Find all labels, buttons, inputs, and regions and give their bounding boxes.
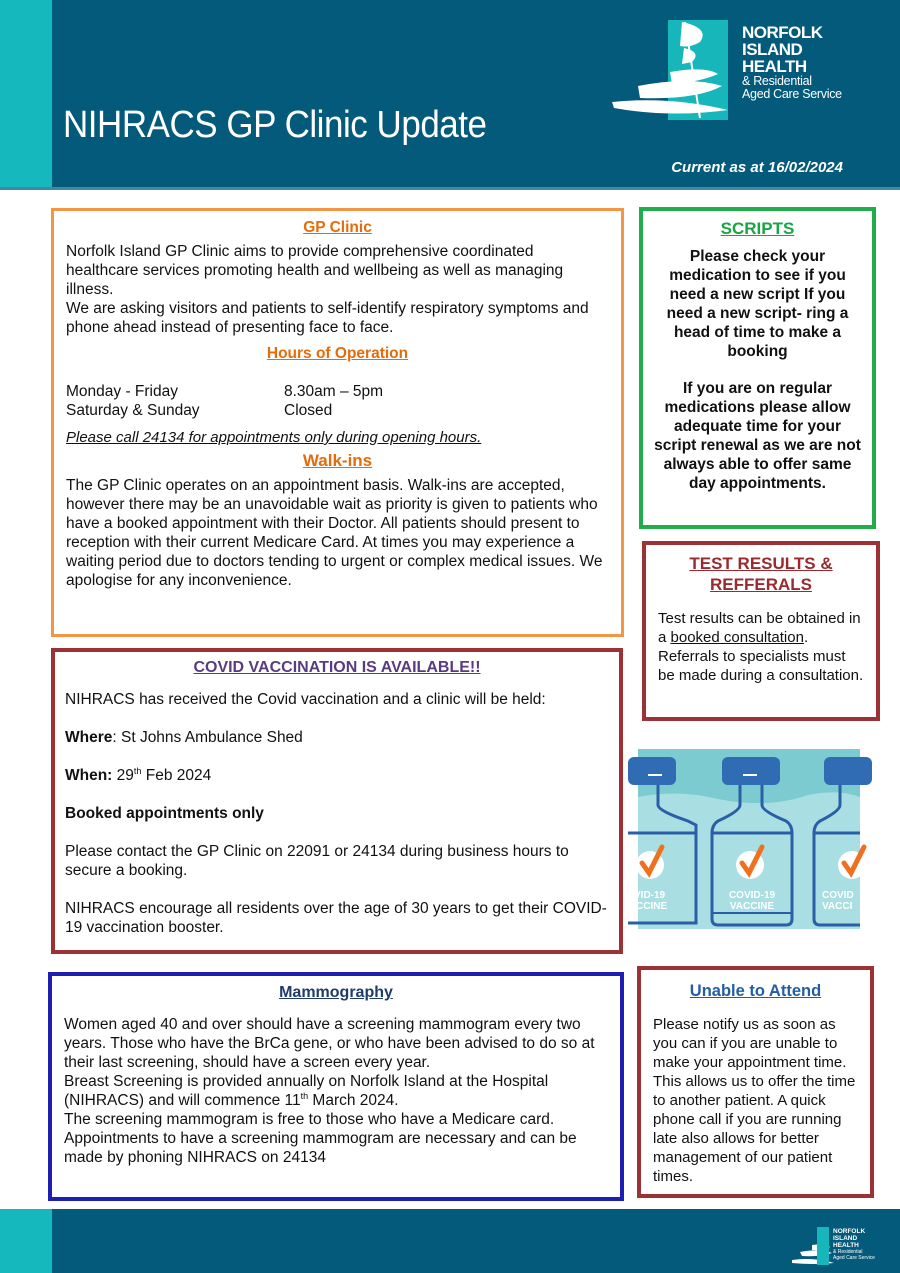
hours-days: Monday - Friday — [66, 383, 178, 400]
hours-of-operation-heading: Hours of Operation — [266, 345, 409, 362]
center-bottle-label-1: COVID-19 — [728, 890, 776, 901]
test-results-section — [642, 541, 880, 721]
unable-to-attend-text: Please notify us as soon as you can if you are unable to make your appointment time. This allows us to offer the time to another patient. A quick phone call if you are running late also allows for better management of our patient times. — [653, 1016, 856, 1185]
unable-to-attend-heading: Unable to Attend — [689, 982, 822, 1000]
scripts-regular-medications: If you are on regular medications please allow adequate time for your script renewal as we are not always able to offer same day appointments. — [654, 380, 861, 492]
covid-vaccination-section — [51, 648, 623, 954]
covid-heading: COVID VACCINATION IS AVAILABLE!! — [193, 659, 481, 676]
page-title: NIHRACS GP Clinic Update — [63, 104, 487, 146]
norfolk-island-health-logo — [610, 18, 850, 122]
current-as-at-date: Current as at 16/02/2024 — [671, 159, 843, 176]
test-results-text: Test results can be obtained in a booked consultation. Referrals to specialists must be made during a consultation. — [658, 610, 864, 684]
logo-wave-icon — [610, 18, 740, 122]
footer-logo-square — [817, 1227, 829, 1265]
header-accent-stripe — [0, 0, 52, 190]
covid-encourage: NIHRACS encourage all residents over the age of 30 years to get their COVID-19 vaccination booster. — [65, 900, 607, 936]
footer-banner — [0, 1209, 900, 1273]
scripts-section — [639, 207, 876, 529]
covid-booked-only: Booked appointments only — [65, 805, 264, 822]
covid-when: When: 29th Feb 2024 — [65, 765, 212, 784]
footer-logo-text: NORFOLK ISLAND HEALTH & Residential Aged Care Service — [833, 1228, 875, 1261]
hours-row — [66, 401, 609, 420]
covid-vaccine-illustration — [634, 749, 860, 929]
mammography-appointments: Appointments to have a screening mammogram are necessary and can be made by phoning NIHRACS on 24134 — [64, 1130, 577, 1166]
walk-ins-heading: Walk-ins — [302, 451, 373, 470]
mammography-heading: Mammography — [279, 984, 393, 1001]
right-bottle-label-2: VACCI — [822, 901, 853, 912]
gp-clinic-intro: Norfolk Island GP Clinic aims to provide comprehensive coordinated healthcare services promoting health and wellbeing as well as managing illness. — [66, 243, 564, 298]
footer-logo — [790, 1225, 880, 1267]
mammography-section — [48, 972, 624, 1201]
covid-intro: NIHRACS has received the Covid vaccination and a clinic will be held: — [65, 691, 546, 708]
vaccine-bottles-icon — [634, 749, 860, 929]
footer-accent-stripe — [0, 1209, 52, 1273]
covid-where: Where: St Johns Ambulance Shed — [65, 729, 303, 746]
header-banner — [0, 0, 900, 190]
mammography-schedule: Breast Screening is provided annually on Norfolk Island at the Hospital (NIHRACS) and will commence 11th March 2024. — [64, 1073, 549, 1109]
scripts-heading: SCRIPTS — [720, 219, 795, 238]
gp-clinic-section — [51, 208, 624, 637]
gp-clinic-heading: GP Clinic — [303, 219, 372, 236]
gp-clinic-respiratory-note: We are asking visitors and patients to self-identify respiratory symptoms and phone ahead instead of presenting face to face. — [66, 300, 589, 336]
left-bottle-label-2: CCINE — [636, 901, 668, 912]
center-bottle-label-2: VACCINE — [729, 901, 775, 912]
right-bottle-label-1: COVID — [822, 890, 854, 901]
hours-time: Closed — [284, 402, 333, 419]
mammography-frequency: Women aged 40 and over should have a screening mammogram every two years. Those who have the BrCa gene, or who have been advised to do so at their last screening, should have a screen every year. — [64, 1016, 595, 1071]
hours-row — [66, 382, 609, 401]
left-bottle-label-1: VID-19 — [634, 890, 666, 901]
booked-consultation-text: booked consultation — [670, 629, 804, 646]
logo-text: NORFOLK ISLAND HEALTH & Residential Aged Care Service — [742, 23, 842, 101]
header-divider — [0, 187, 900, 190]
call-for-appointments-note: Please call 24134 for appointments only during opening hours. — [66, 429, 482, 446]
scripts-check-medication: Please check your medication to see if you need a new script If you need a new script- ring a head of time to make a booking — [666, 248, 849, 360]
mammography-free: The screening mammogram is free to those who have a Medicare card. — [64, 1111, 555, 1128]
hours-time: 8.30am – 5pm — [284, 383, 384, 400]
hours-days: Saturday & Sunday — [66, 402, 200, 419]
covid-contact: Please contact the GP Clinic on 22091 or 24134 during business hours to secure a booking. — [65, 843, 569, 879]
walk-ins-text: The GP Clinic operates on an appointment basis. Walk-ins are accepted, however there may be an unavoidable wait as priority is given to patients who have a booked appointment with their Doctor. All patients should present to reception with their current Medicare Card. At times you may experience a waiting period due to doctors tending to urgent or complex medical issues. We apologise for any inconvenience. — [66, 477, 603, 589]
test-results-heading: TEST RESULTS & REFFERALS — [689, 554, 833, 594]
unable-to-attend-section — [637, 966, 874, 1198]
